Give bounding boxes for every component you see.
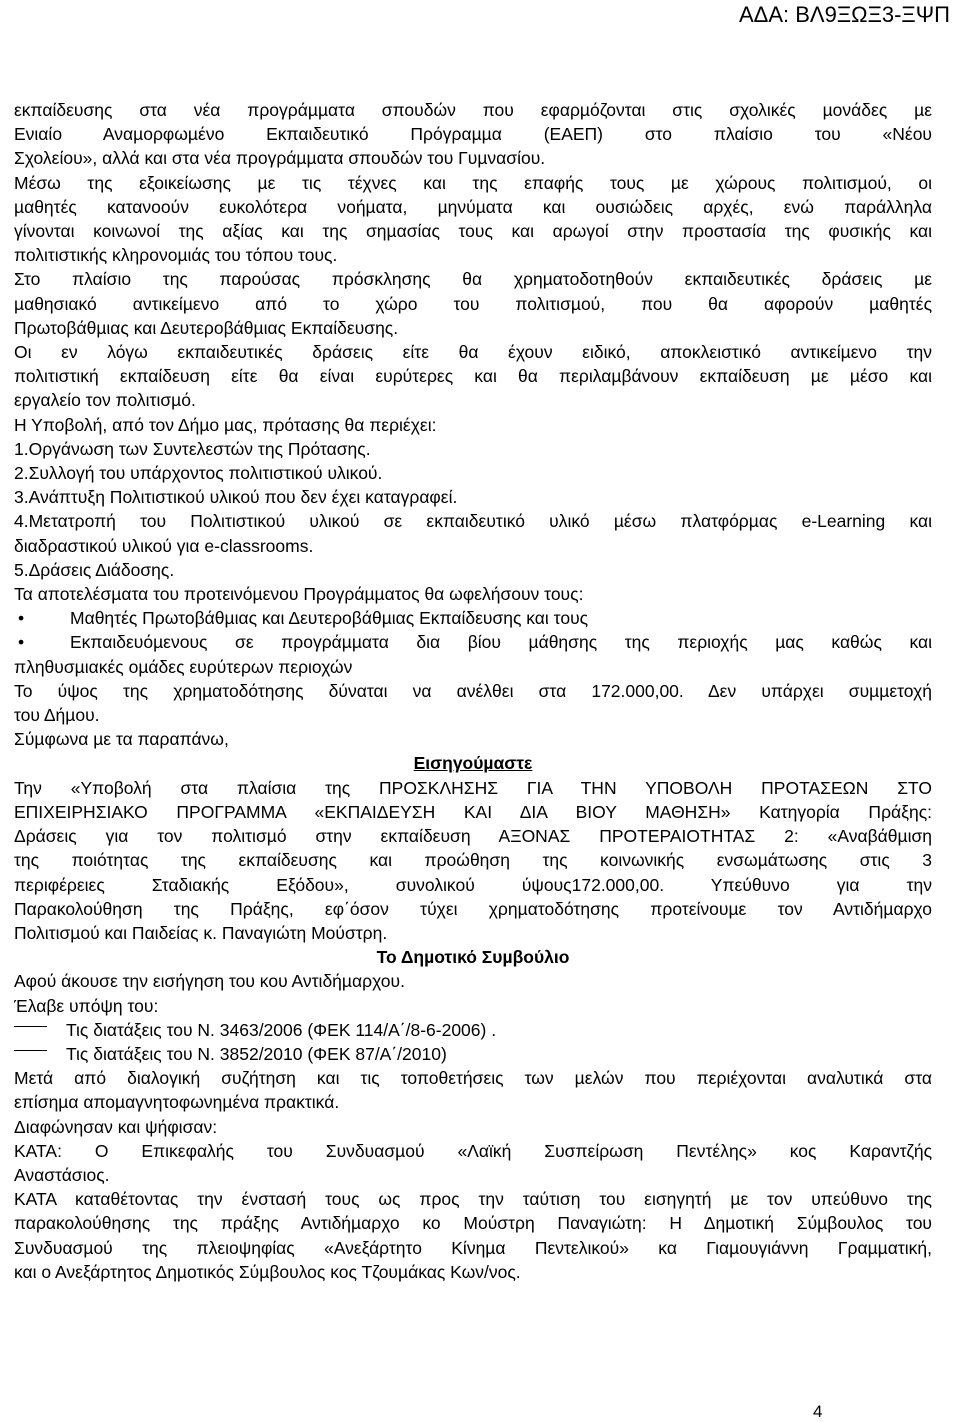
proposal-heading: Εισηγούµαστε <box>413 753 533 774</box>
text-line: Μέσω της εξοικείωσης µε τις τέχνες και της επαφής τους µε χώρους πολιτισµού, οι <box>14 172 932 193</box>
text-line: Πρωτοβάθµιας και Δευτεροβάθµιας Εκπαίδευσης. <box>14 317 399 338</box>
text-line: Το ύψος της χρηµατοδότησης δύναται να ανέλθει στα 172.000,00. Δεν υπάρχει συµµετοχή <box>14 680 932 701</box>
document-body <box>14 98 932 1284</box>
council-heading: Το Δηµοτικό Συµβούλιο <box>376 947 570 968</box>
text-line: µαθησιακό αντικείµενο από το χώρο του πολιτισµού, που θα αφορούν µαθητές <box>14 293 932 314</box>
text-line: Δράσεις για τον πολιτισµό στην εκπαίδευση ΑΞΟΝΑΣ ΠΡΟΤΕΡΑΙΟΤΗΤΑΣ 2: «Αναβάθµιση <box>14 826 932 847</box>
text-line: Παρακολούθηση της Πράξης, εφ΄όσον τύχει χρηµατοδότησης προτείνουµε τον Αντιδήµαρχο <box>14 898 932 919</box>
text-line: Μετά από διαλογική συζήτηση και τις τοποθετήσεις των µελών που περιέχονται αναλυτικά στα <box>14 1068 932 1089</box>
text-line: Αφού άκουσε την εισήγηση του κου Αντιδήµαρχου. <box>14 971 405 992</box>
text-line: ΕΠΙΧΕΙΡΗΣΙΑΚΟ ΠΡΟΓΡΑΜΜΑ «ΕΚΠΑΙΔΕΥΣΗ ΚΑΙ ΔΙΑ ΒΙΟΥ ΜΑΘΗΣΗ» Κατηγορία Πράξης: <box>14 801 932 822</box>
list-item: 2.Συλλογή του υπάρχοντος πολιτιστικού υλικού. <box>14 463 383 484</box>
text-line: πολιτιστική εκπαίδευση είτε θα είναι ευρύτερες και θα περιλαµβάνουν εκπαίδευση µε µέσο και <box>14 366 932 387</box>
text-line: Σύµφωνα µε τα παραπάνω, <box>14 729 229 750</box>
text-line: και ο Ανεξάρτητος Δηµοτικός Σύµβουλος κος Τζουµάκας Κων/νος. <box>14 1261 521 1282</box>
text-line: Αναστάσιος. <box>14 1164 110 1185</box>
text-line: Οι εν λόγω εκπαιδευτικές δράσεις είτε θα έχουν ειδικό, αποκλειστικό αντικείµενο την <box>14 342 932 363</box>
list-item: 3.Ανάπτυξη Πολιτιστικού υλικού που δεν έχει καταγραφεί. <box>14 487 458 508</box>
law-item <box>14 1042 932 1066</box>
law-text: Τις διατάξεις του Ν. 3463/2006 (ΦΕΚ 114/Α΄/8-6-2006) . <box>66 1019 497 1040</box>
text-line: πληθυσµιακές οµάδες ευρύτερων περιοχών <box>14 656 353 677</box>
text-line: Τα αποτελέσµατα του προτεινόµενου Προγράµµατος θα ωφελήσουν τους: <box>14 584 584 605</box>
dash-icon <box>14 1018 66 1042</box>
list-item: 4.Μετατροπή του Πολιτιστικού υλικού σε εκπαιδευτικό υλικό µέσω πλατφόρµας e-Learning και <box>14 511 932 532</box>
text-line: εργαλείο τον πολιτισµό. <box>14 390 196 411</box>
bullet-icon: • <box>18 632 25 653</box>
text-line: Η Υποβολή, από τον Δήµο µας, πρότασης θα περιέχει: <box>14 414 437 435</box>
bullet-icon: • <box>18 608 25 629</box>
text-line: του Δήµου. <box>14 705 100 726</box>
text-line: παρακολούθησης της πράξης Αντιδήµαρχο κο Μούστρη Παναγιώτη: Η Δηµοτική Σύµβουλος του <box>14 1213 932 1234</box>
text-line: ΚΑΤΑ καταθέτοντας την ένστασή τους ως προς την ταύτιση του εισηγητή µε τον υπεύθυνο της <box>14 1189 932 1210</box>
list-item: 5.Δράσεις Διάδοσης. <box>14 559 175 580</box>
text-line: Πολιτισµού και Παιδείας κ. Παναγιώτη Μούστρη. <box>14 922 388 943</box>
text-line: περιφέρειες Σταδιακής Εξόδου», συνολικού ύψους172.000,00. Υπεύθυνο για την <box>14 874 932 895</box>
law-item <box>14 1018 932 1042</box>
text-line: εκπαίδευσης στα νέα προγράµµατα σπουδών που εφαρµόζονται στις σχολικές µονάδες µε <box>14 100 932 120</box>
text-line: Συνδυασµού της πλειοψηφίας «Ανεξάρτητο Κίνηµα Πεντελικού» κα Γιαµουγιάννη Γραµµατική, <box>14 1237 932 1258</box>
text-line: πολιτιστικής κληρονοµιάς του τόπου τους. <box>14 245 338 266</box>
text-line: επίσηµα αποµαγνητοφωνηµένα πρακτικά. <box>14 1092 340 1113</box>
bullet-text: Μαθητές Πρωτοβάθµιας και Δευτεροβάθµιας Εκπαίδευσης και τους <box>70 608 589 629</box>
law-text: Τις διατάξεις του Ν. 3852/2010 (ΦΕΚ 87/Α΄/2010) <box>66 1043 447 1064</box>
text-line: Στο πλαίσιο της παρούσας πρόσκλησης θα χρηµατοδοτηθούν εκπαιδευτικές δράσεις µε <box>14 269 932 290</box>
text-line: Διαφώνησαν και ψήφισαν: <box>14 1116 218 1137</box>
text-line: Ενιαίο Αναµορφωµένο Εκπαιδευτικό Πρόγραµµα (ΕΑΕΠ) στο πλαίσιο του «Νέου <box>14 124 932 145</box>
text-line: Σχολείου», αλλά και στα νέα προγράµµατα σπουδών του Γυµνασίου. <box>14 148 546 169</box>
text-line: της ποιότητας της εκπαίδευσης και προώθηση της κοινωνικής ενσωµάτωσης στις 3 <box>14 850 932 871</box>
list-item: 1.Οργάνωση των Συντελεστών της Πρότασης. <box>14 438 371 459</box>
text-line: Έλαβε υπόψη του: <box>14 995 159 1016</box>
text-line: ΚΑΤΑ: Ο Επικεφαλής του Συνδυασµού «Λαϊκή Συσπείρωση Πεντέλης» κος Καραντζής <box>14 1140 932 1161</box>
page-number: 4 <box>813 1402 823 1421</box>
document-code: ΑΔΑ: ΒΛ9ΞΩΞ3-ΞΨΠ <box>738 2 950 27</box>
dash-icon <box>14 1042 66 1066</box>
text-line: Την «Υποβολή στα πλαίσια της ΠΡΟΣΚΛΗΣΗΣ ΓΙΑ ΤΗΝ ΥΠΟΒΟΛΗ ΠΡΟΤΑΣΕΩΝ ΣΤΟ <box>14 777 932 798</box>
bullet-text: Εκπαιδευόµενους σε προγράµµατα δια βίου µάθησης της περιοχής µας καθώς και <box>70 632 932 653</box>
list-item-continuation: διαδραστικού υλικού για e-classrooms. <box>14 535 314 556</box>
text-line: µαθητές κατανοούν ευκολότερα νοήµατα, µηνύµατα και ουσιώδεις αρχές, ενώ παράλληλα <box>14 196 932 217</box>
bullet-item <box>14 606 932 630</box>
text-line: γίνονται κοινωνοί της αξίας και της σηµασίας τους και αρωγοί στην προστασία της φυσικής και <box>14 221 932 242</box>
bullet-item <box>14 630 932 654</box>
